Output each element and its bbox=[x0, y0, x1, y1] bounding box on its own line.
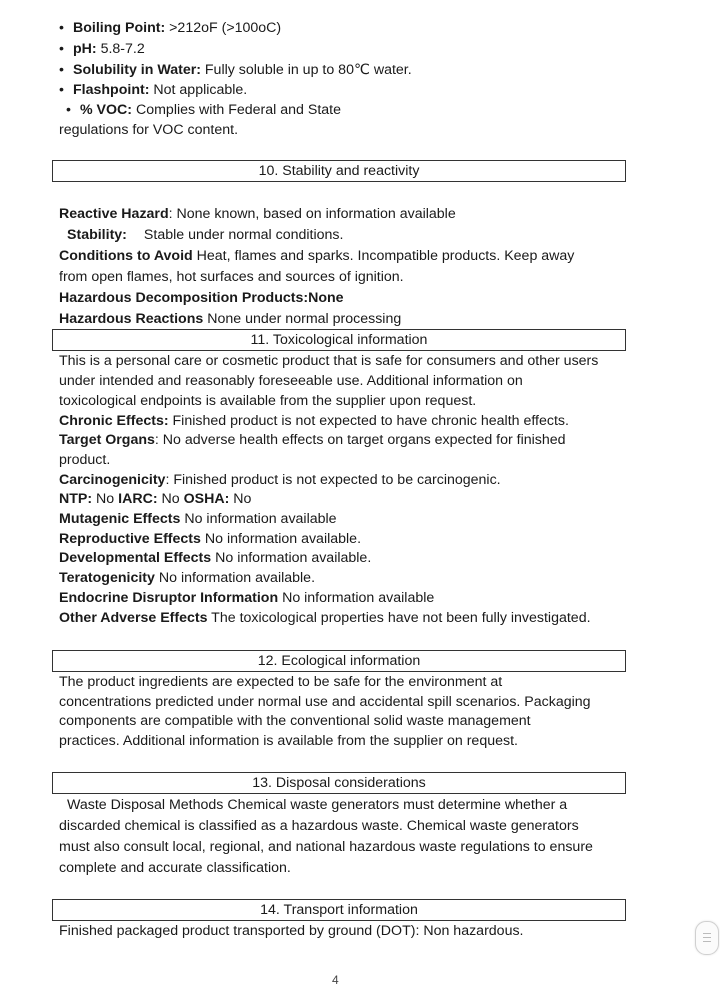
reactive-hazard: Reactive Hazard: None known, based on information available bbox=[59, 206, 456, 222]
ntp-iarc-osha: NTP: No IARC: No OSHA: No bbox=[59, 491, 252, 507]
property-flashpoint: • Flashpoint: Not applicable. bbox=[59, 82, 248, 98]
disposal-line-3: must also consult local, regional, and national hazardous waste regulations to ensure bbox=[59, 839, 593, 855]
stability: Stability: Stable under normal conditions. bbox=[67, 227, 344, 243]
bullet-icon: • bbox=[59, 20, 64, 36]
eco-line-1: The product ingredients are expected to be safe for the environment at bbox=[59, 674, 503, 690]
property-ph: • pH: 5.8-7.2 bbox=[59, 41, 145, 57]
eco-line-2: concentrations predicted under normal use and accidental spill scenarios. Packaging bbox=[59, 694, 591, 710]
chronic-effects: Chronic Effects: Finished product is not expected to have chronic health effects. bbox=[59, 413, 569, 429]
eco-line-4: practices. Additional information is available from the supplier on request. bbox=[59, 733, 518, 749]
scroll-handle-icon[interactable] bbox=[695, 921, 719, 955]
reproductive-effects: Reproductive Effects No information available. bbox=[59, 531, 362, 547]
property-solubility: • Solubility in Water: Fully soluble in up to 80℃ water. bbox=[59, 62, 412, 78]
voc-continuation: regulations for VOC content. bbox=[59, 122, 239, 138]
other-adverse-effects: Other Adverse Effects The toxicological properties have not been fully investigated. bbox=[59, 610, 591, 626]
bullet-icon: • bbox=[59, 62, 64, 78]
target-organs-cont: product. bbox=[59, 452, 111, 468]
property-boiling-point: • Boiling Point: >212oF (>100oC) bbox=[59, 20, 282, 36]
section-header-disposal: 13. Disposal considerations bbox=[52, 772, 626, 794]
mutagenic-effects: Mutagenic Effects No information available bbox=[59, 511, 337, 527]
tox-intro-3: toxicological endpoints is available from the supplier upon request. bbox=[59, 393, 477, 409]
property-voc: • % VOC: Complies with Federal and State bbox=[66, 102, 342, 118]
disposal-line-2: discarded chemical is classified as a hazardous waste. Chemical waste generators bbox=[59, 818, 579, 834]
section-header-ecological: 12. Ecological information bbox=[52, 650, 626, 672]
target-organs: Target Organs: No adverse health effects on target organs expected for finished bbox=[59, 432, 566, 448]
section-header-stability: 10. Stability and reactivity bbox=[52, 160, 626, 182]
bullet-icon: • bbox=[66, 102, 71, 118]
decomposition-products: Hazardous Decomposition Products:None bbox=[59, 290, 344, 306]
bullet-icon: • bbox=[59, 82, 64, 98]
hazardous-reactions: Hazardous Reactions None under normal processing bbox=[59, 311, 402, 327]
teratogenicity: Teratogenicity No information available. bbox=[59, 570, 316, 586]
developmental-effects: Developmental Effects No information available. bbox=[59, 550, 372, 566]
tox-intro-2: under intended and reasonably foreseeable use. Additional information on bbox=[59, 373, 523, 389]
disposal-line-1: Waste Disposal Methods Chemical waste generators must determine whether a bbox=[67, 797, 568, 813]
conditions-to-avoid: Conditions to Avoid Heat, flames and sparks. Incompatible products. Keep away bbox=[59, 248, 575, 264]
transport-text: Finished packaged product transported by ground (DOT): Non hazardous. bbox=[59, 923, 524, 939]
conditions-to-avoid-cont: from open flames, hot surfaces and sources of ignition. bbox=[59, 269, 404, 285]
bullet-icon: • bbox=[59, 41, 64, 57]
disposal-line-4: complete and accurate classification. bbox=[59, 860, 291, 876]
carcinogenicity: Carcinogenicity: Finished product is not expected to be carcinogenic. bbox=[59, 472, 501, 488]
page-number: 4 bbox=[332, 973, 339, 987]
section-header-transport: 14. Transport information bbox=[52, 899, 626, 921]
tox-intro-1: This is a personal care or cosmetic product that is safe for consumers and other users bbox=[59, 353, 599, 369]
eco-line-3: components are compatible with the conventional solid waste management bbox=[59, 713, 531, 729]
section-header-toxicological: 11. Toxicological information bbox=[52, 329, 626, 351]
endocrine-disruptor: Endocrine Disruptor Information No information available bbox=[59, 590, 435, 606]
